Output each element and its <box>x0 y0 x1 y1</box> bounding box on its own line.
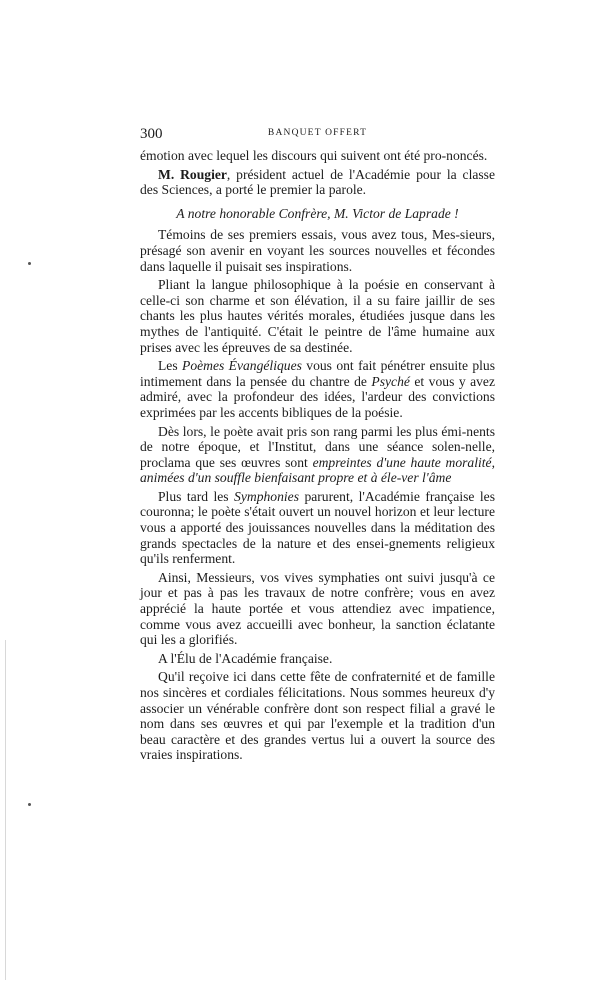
book-page <box>140 126 495 766</box>
paragraph <box>140 227 495 274</box>
text-run: Ainsi, Messieurs, vos vives symphaties ont suivi jusqu'à ce jour et pas à pas les travaux de notre confrère; vous en avez apprécié la haute portée et vous attendiez avec impatience, comme vous avez accueilli avec bonheur, la sanction éclatante qui les a glorifiés. <box>140 569 495 648</box>
italic-phrase: Symphonies <box>234 488 299 504</box>
italic-phrase: Poèmes Évangéliques <box>182 358 302 374</box>
text-run: Témoins de ses premiers essais, vous avez tous, Mes-sieurs, présagé son avenir en voyant les sources nouvelles et fécondes dans laquelle il puisait ses inspirations. <box>140 227 495 274</box>
italic-phrase: animées d'un souffle bienfaisant propre et à éle-ver l'âme <box>140 470 452 486</box>
text-run: Dès lors, le poète avait pris son rang parmi les plus émi-nents de notre époque, et l'Institut, dans une séance solen-nelle, proclama que ses œuvres sont <box>140 423 495 470</box>
text-run: Les <box>158 358 183 374</box>
italic-phrase: Psyché <box>371 373 410 389</box>
text-run: Plus tard les <box>158 488 235 504</box>
text-run: parurent, l'Académie française les couronna; le poète s'était ouvert un nouvel horizon et leur lecture vous a apporté des jouissances nouvelles dans la méditation des grands spectacles de la nature et des ensei-gnements religieux qu'ils renferment. <box>140 488 495 567</box>
text-run: et vous y avez admiré, avec la profondeur des idées, l'ardeur des convictions exprimées par les accents bibliques de la poésie. <box>140 373 496 420</box>
margin-mark <box>28 803 31 806</box>
margin-line <box>5 640 6 980</box>
body-text <box>140 148 495 763</box>
text-run: A l'Élu de l'Académie française. <box>158 650 333 666</box>
paragraph <box>140 570 495 648</box>
toast-heading <box>140 206 495 222</box>
text-run: émotion avec lequel les discours qui suivent ont été pro-noncés. <box>140 148 488 163</box>
text-run: A notre honorable Confrère, M. Victor de Laprade ! <box>176 205 459 221</box>
paragraph <box>140 424 495 486</box>
text-run: Qu'il reçoive ici dans cette fête de confraternité et de famille nos sincères et cordiales félicitations. Nous sommes heureux d'y associer un vénérable confrère dont son respect filial a gravé le nom dans ses œuvres et qui par l'exemple et la tradition d'un beau caractère et des grandes vertus lui a ouvert la source des vraies inspirations. <box>140 669 495 763</box>
page-header <box>140 126 495 148</box>
page-number: 300 <box>140 126 163 142</box>
running-title: BANQUET OFFERT <box>267 128 368 138</box>
paragraph <box>140 651 495 667</box>
text-run: , président actuel de l'Académie pour la classe des Sciences, a porté le premier la parole. <box>140 166 495 198</box>
paragraph <box>140 167 495 198</box>
paragraph <box>140 489 495 567</box>
paragraph <box>140 358 495 420</box>
speaker-name: M. Rougier <box>158 166 227 182</box>
paragraph <box>140 277 495 355</box>
margin-mark <box>28 262 31 265</box>
text-run: Pliant la langue philosophique à la poésie en conservant à celle-ci son charme et son élévation, il a su faire jaillir de ses chants les plus hautes vérités morales, étudiées jusque dans les mythes de l'antiquité. C'était le peintre de l'âme humaine aux prises avec les épreuves de sa destinée. <box>140 277 495 355</box>
text-run: , <box>491 454 495 470</box>
italic-phrase: empreintes d'une haute moralité <box>312 454 492 470</box>
paragraph <box>140 669 495 763</box>
paragraph <box>140 148 495 164</box>
text-run: vous ont fait pénétrer ensuite plus intimement dans la pensée du chantre de <box>140 358 496 389</box>
